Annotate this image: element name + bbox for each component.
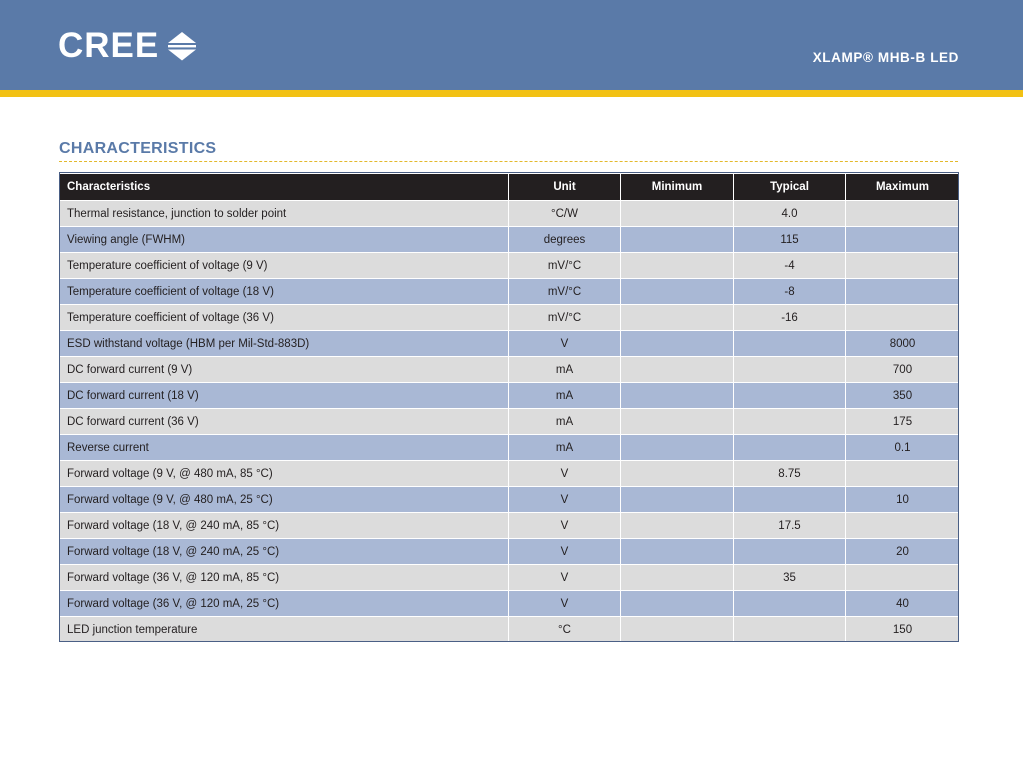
minimum-cell [621, 331, 734, 357]
minimum-cell [621, 383, 734, 409]
maximum-cell: 10 [846, 487, 960, 513]
minimum-cell [621, 409, 734, 435]
characteristic-cell: DC forward current (9 V) [60, 357, 509, 383]
unit-cell: V [509, 331, 621, 357]
characteristic-cell: Forward voltage (18 V, @ 240 mA, 85 °C) [60, 513, 509, 539]
table-row [60, 201, 960, 227]
cree-logo [58, 28, 199, 64]
unit-cell: V [509, 513, 621, 539]
table-row [60, 461, 960, 487]
table-header-row [60, 174, 960, 201]
characteristic-cell: Forward voltage (36 V, @ 120 mA, 85 °C) [60, 565, 509, 591]
typical-cell [734, 591, 846, 617]
column-header-typical: Typical [734, 174, 846, 201]
table-row [60, 513, 960, 539]
table-row [60, 617, 960, 643]
column-header-characteristics: Characteristics [60, 174, 509, 201]
characteristic-cell: Forward voltage (18 V, @ 240 mA, 25 °C) [60, 539, 509, 565]
maximum-cell: 40 [846, 591, 960, 617]
table-row [60, 591, 960, 617]
unit-cell: V [509, 565, 621, 591]
typical-cell: 8.75 [734, 461, 846, 487]
unit-cell: degrees [509, 227, 621, 253]
minimum-cell [621, 591, 734, 617]
document-title: XLAMP® MHB-B LED [812, 50, 959, 65]
minimum-cell [621, 357, 734, 383]
minimum-cell [621, 435, 734, 461]
maximum-cell: 8000 [846, 331, 960, 357]
maximum-cell: 150 [846, 617, 960, 643]
typical-cell: 17.5 [734, 513, 846, 539]
maximum-cell [846, 253, 960, 279]
typical-cell [734, 357, 846, 383]
minimum-cell [621, 227, 734, 253]
maximum-cell [846, 279, 960, 305]
characteristics-table [59, 173, 960, 643]
maximum-cell: 350 [846, 383, 960, 409]
unit-cell: V [509, 539, 621, 565]
characteristic-cell: Temperature coefficient of voltage (18 V) [60, 279, 509, 305]
unit-cell: °C [509, 617, 621, 643]
minimum-cell [621, 539, 734, 565]
table-row [60, 253, 960, 279]
characteristic-cell: LED junction temperature [60, 617, 509, 643]
maximum-cell: 20 [846, 539, 960, 565]
typical-cell [734, 409, 846, 435]
table-body [60, 201, 960, 643]
table-row [60, 435, 960, 461]
typical-cell: 35 [734, 565, 846, 591]
typical-cell: -16 [734, 305, 846, 331]
minimum-cell [621, 617, 734, 643]
minimum-cell [621, 253, 734, 279]
unit-cell: V [509, 461, 621, 487]
minimum-cell [621, 279, 734, 305]
typical-cell [734, 617, 846, 643]
characteristic-cell: Viewing angle (FWHM) [60, 227, 509, 253]
table-row [60, 331, 960, 357]
characteristic-cell: Forward voltage (9 V, @ 480 mA, 25 °C) [60, 487, 509, 513]
unit-cell: °C/W [509, 201, 621, 227]
unit-cell: mA [509, 357, 621, 383]
logo-wordmark: CREE [58, 26, 160, 65]
maximum-cell: 700 [846, 357, 960, 383]
maximum-cell [846, 565, 960, 591]
minimum-cell [621, 201, 734, 227]
characteristic-cell: Thermal resistance, junction to solder point [60, 201, 509, 227]
typical-cell: 115 [734, 227, 846, 253]
minimum-cell [621, 305, 734, 331]
header-band [0, 0, 1023, 90]
unit-cell: V [509, 591, 621, 617]
unit-cell: mV/°C [509, 279, 621, 305]
column-header-unit: Unit [509, 174, 621, 201]
table-row [60, 227, 960, 253]
minimum-cell [621, 487, 734, 513]
minimum-cell [621, 513, 734, 539]
table-row [60, 409, 960, 435]
characteristic-cell: Reverse current [60, 435, 509, 461]
characteristic-cell: DC forward current (36 V) [60, 409, 509, 435]
table-row [60, 565, 960, 591]
typical-cell [734, 539, 846, 565]
maximum-cell [846, 461, 960, 487]
characteristic-cell: Forward voltage (9 V, @ 480 mA, 85 °C) [60, 461, 509, 487]
characteristic-cell: Temperature coefficient of voltage (36 V) [60, 305, 509, 331]
cree-logo-icon [165, 28, 199, 64]
maximum-cell [846, 305, 960, 331]
characteristic-cell: ESD withstand voltage (HBM per Mil-Std-883D) [60, 331, 509, 357]
typical-cell: -8 [734, 279, 846, 305]
table-row [60, 383, 960, 409]
maximum-cell [846, 513, 960, 539]
typical-cell [734, 487, 846, 513]
minimum-cell [621, 461, 734, 487]
minimum-cell [621, 565, 734, 591]
maximum-cell [846, 227, 960, 253]
table-row [60, 279, 960, 305]
maximum-cell [846, 201, 960, 227]
typical-cell: -4 [734, 253, 846, 279]
typical-cell [734, 383, 846, 409]
maximum-cell: 0.1 [846, 435, 960, 461]
section-divider [59, 161, 958, 162]
typical-cell [734, 331, 846, 357]
characteristic-cell: Temperature coefficient of voltage (9 V) [60, 253, 509, 279]
characteristic-cell: Forward voltage (36 V, @ 120 mA, 25 °C) [60, 591, 509, 617]
table-row [60, 357, 960, 383]
unit-cell: mA [509, 409, 621, 435]
header-accent-stripe [0, 90, 1023, 97]
typical-cell: 4.0 [734, 201, 846, 227]
table-row [60, 305, 960, 331]
unit-cell: mV/°C [509, 305, 621, 331]
section-heading: CHARACTERISTICS [59, 140, 217, 157]
table-row [60, 539, 960, 565]
unit-cell: V [509, 487, 621, 513]
table-row [60, 487, 960, 513]
unit-cell: mA [509, 435, 621, 461]
maximum-cell: 175 [846, 409, 960, 435]
column-header-minimum: Minimum [621, 174, 734, 201]
characteristic-cell: DC forward current (18 V) [60, 383, 509, 409]
column-header-maximum: Maximum [846, 174, 960, 201]
unit-cell: mA [509, 383, 621, 409]
typical-cell [734, 435, 846, 461]
unit-cell: mV/°C [509, 253, 621, 279]
